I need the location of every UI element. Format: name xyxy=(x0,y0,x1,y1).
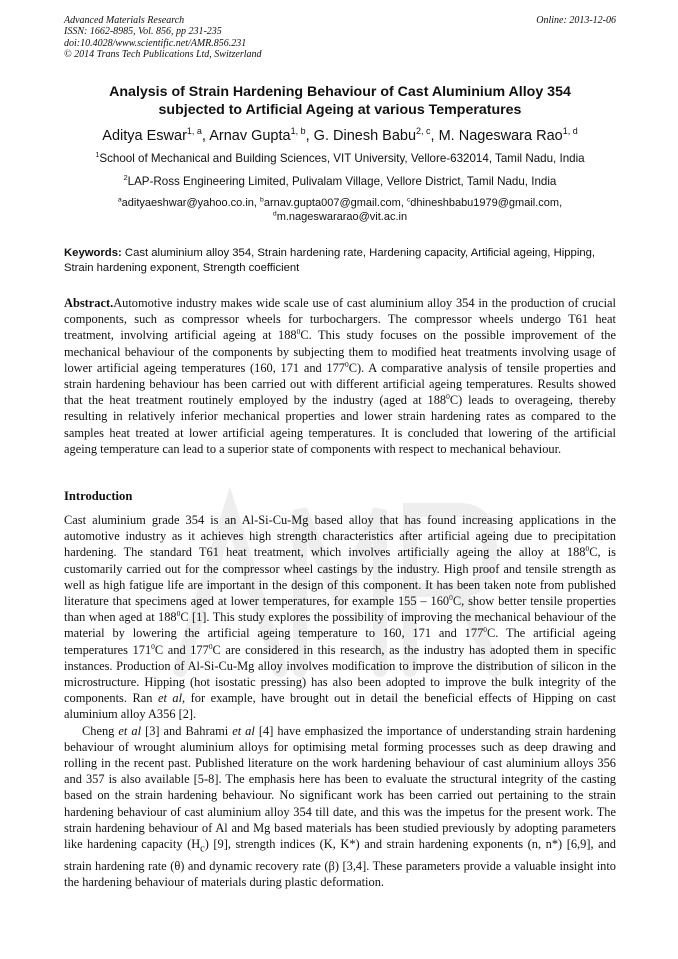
email-list: $^a$adityaeshwar@yahoo.co.in, $^b$arnav.gupta007@gmail.com, $^c$dhineshbabu1979@gmail.com, $^d$m.nageswararao@vit.ac.in xyxy=(117,196,563,223)
online-date: Online: 2013-12-06 xyxy=(536,15,616,26)
title-line-1: Analysis of Strain Hardening Behaviour of Cast Aluminium Alloy 354 xyxy=(109,84,571,100)
keywords-label: Keywords: xyxy=(64,247,122,259)
abstract-label: Abstract. xyxy=(64,296,114,310)
degree-mark: 0 xyxy=(585,544,590,554)
author-name: Aditya Eswar xyxy=(102,128,187,144)
degree-mark: 0 xyxy=(296,327,301,337)
author-list: Aditya Eswar$^{1, a}$, Arnav Gupta$^{1, b}$, G. Dinesh Babu$^{2, c}$, M. Nageswara Rao$^{1, d}$ xyxy=(102,126,578,144)
title-line-2: subjected to Artificial Ageing at various Temperatures xyxy=(158,102,522,118)
degree-mark: 0 xyxy=(449,592,453,602)
intro-text: Cheng xyxy=(82,723,119,738)
keywords-text: Cast aluminium alloy 354, Strain hardening rate, Hardening capacity, Artificial ageing, Hipping, Strain hardening exponent, Strength coefficient xyxy=(64,247,596,274)
abstract xyxy=(64,295,616,457)
intro-text: C and 177 xyxy=(154,642,209,657)
journal-name: Advanced Materials Research xyxy=(64,15,185,26)
email-address[interactable]: dhineshbabu1979@gmail.com xyxy=(410,197,560,209)
doi-line: doi:10.4028/www.scientific.net/AMR.856.231 xyxy=(64,37,247,49)
email-address[interactable]: arnav.gupta007@gmail.com xyxy=(263,197,401,209)
intro-text: Cast aluminium grade 354 is an Al-Si-Cu-Mg based alloy that has found increasing applications in the automotive industry as it achieves high strength characteristics after artificial ageing due to precipitation hardening. The standard T61 heat treatment, which involves artificially ageing the alloy at 188 xyxy=(64,513,616,560)
author-name: Arnav Gupta xyxy=(209,128,291,144)
paper-title xyxy=(64,83,616,119)
keywords xyxy=(64,246,616,276)
abstract-text: C) leads to overageing, thereby resulting in relatively inferior mechanical properties and lower strain hardening rates as compared to the samples heat treated at lower artificial ageing temperatures. It is concluded that lowering of the artificial ageing temperature can lead to a superior state of components with respect to mechanical behaviour. xyxy=(64,393,616,456)
intro-text: C, is customarily carried out for the compressor wheel castings by the industry. High proof and tensile strength as well as high fatigue life are important in the design of this component. It has been taken note from published literature that specimens aged at lower temperatures, for example 155 – 160 xyxy=(64,545,616,609)
intro-text: [3] and Bahrami xyxy=(141,723,233,738)
author-mark: 1, a xyxy=(186,126,202,137)
abstract-text: Automotive industry makes wide scale use of cast aluminium alloy 354 in the production of crucial components, such as compressor wheels for turbochargers. The compressor wheels undergo T61 heat treatment, involving artificial ageing at 188 xyxy=(64,296,616,343)
affiliation-2 xyxy=(64,175,616,189)
et-al: et al xyxy=(118,723,142,738)
intro-paragraph-1 xyxy=(64,512,616,723)
affiliation-text: School of Mechanical and Building Sciences, VIT University, Vellore-632014, Tamil Nadu, India xyxy=(99,152,585,165)
degree-mark: 0 xyxy=(483,625,487,635)
abstract-text: C). A comparative analysis of tensile properties and strain hardening behaviour has been carried out with different artificial ageing temperatures. Results showed that the heat treatment routinely employed by the industry (aged at 188 xyxy=(64,360,616,408)
affiliation-mark: 2 xyxy=(123,173,128,183)
email-mark: d xyxy=(272,210,277,218)
degree-mark: 0 xyxy=(176,609,181,619)
introduction-body xyxy=(64,512,616,890)
degree-mark: 0 xyxy=(446,392,450,402)
email-mark: a xyxy=(117,196,122,204)
affiliation-1 xyxy=(64,152,616,166)
abstract-text: C. This study focuses on the possible improvement of the mechanical behaviour of the components by subjecting them to modified heat treatments involving usage of lower artificial ageing temperatures (160, 171 and 177 xyxy=(64,328,616,375)
intro-text: C, show better tensile properties than when aged at 188 xyxy=(64,594,616,625)
degree-mark: 0 xyxy=(208,641,213,651)
author-mark: 2, c xyxy=(416,126,431,137)
email-mark: c xyxy=(406,196,411,204)
author-name: G. Dinesh Babu xyxy=(313,128,417,144)
et-al: et al xyxy=(157,691,183,706)
email-mark: b xyxy=(260,196,264,204)
intro-text: C are considered in this research, as the industry has adopted them in specific instances. Production of Al-Si-Cu-Mg alloy involves modification to improve the distribution of silicon in the microstructure. Hipping (hot isostatic pressing) has also been adopted to improve the bulk integrity of the components. Ran xyxy=(64,642,616,706)
et-al: et al xyxy=(232,723,255,738)
journal-header xyxy=(64,15,616,61)
issn-line: ISSN: 1662-8985, Vol. 856, pp 231-235 xyxy=(64,26,222,38)
author-mark: 1, b xyxy=(290,126,306,137)
intro-text: [4] have emphasized the importance of understanding strain hardening behaviour of wrought aluminium alloys for optimising metal forming processes such as deep drawing and rolling in the recent past. Published literature on the work hardening behaviour of cast aluminium alloys 356 and 357 is also available [5-8]. The emphasis here has been to evaluate the structural integrity of the casting based on the strain hardening behaviour. No significant work has been carried out pertaining to the strain hardening behaviour of cast aluminium alloy 354 till date, and this was the impetus for the present work. The strain hardening behaviour of Al and Mg based materials has been studied previously by adopting parameters like hardening capacity (H xyxy=(64,723,616,852)
intro-text: C [1]. This study explores the possibility of improving the mechanical behaviour of the material by lowering the artificial ageing temperature to 160, 171 and 177 xyxy=(64,610,617,641)
affiliation-text: LAP-Ross Engineering Limited, Pulivalam Village, Vellore District, Tamil Nadu, India xyxy=(127,175,557,188)
degree-mark: 0 xyxy=(345,359,349,369)
author-mark: 1, d xyxy=(562,126,578,137)
copyright-line: © 2014 Trans Tech Publications Ltd, Switzerland xyxy=(64,49,262,61)
subscript: c xyxy=(200,843,205,855)
email-address[interactable]: adityaeshwar@yahoo.co.in xyxy=(121,197,254,209)
degree-mark: 0 xyxy=(151,641,155,651)
intro-text: C. The artificial ageing temperatures 171 xyxy=(64,626,617,657)
intro-text: ) [9], strength indices (K, K*) and strain hardening exponents (n, n*) [6,9], and strain hardening rate (θ) and dynamic recovery rate (β) [3,4]. These parameters provide a valuable insight into the hardening behaviour of materials during plastic deformation. xyxy=(64,837,617,889)
intro-paragraph-2 xyxy=(64,723,616,891)
introduction-heading: Introduction xyxy=(64,489,133,503)
email-address[interactable]: m.nageswararao@vit.ac.in xyxy=(276,211,408,223)
affiliation-mark: 1 xyxy=(95,150,100,160)
author-name: M. Nageswara Rao xyxy=(438,128,563,144)
intro-text: , for example, have brought out in detail the beneficial effects of Hipping on cast aluminium alloy A356 [2]. xyxy=(64,691,616,722)
